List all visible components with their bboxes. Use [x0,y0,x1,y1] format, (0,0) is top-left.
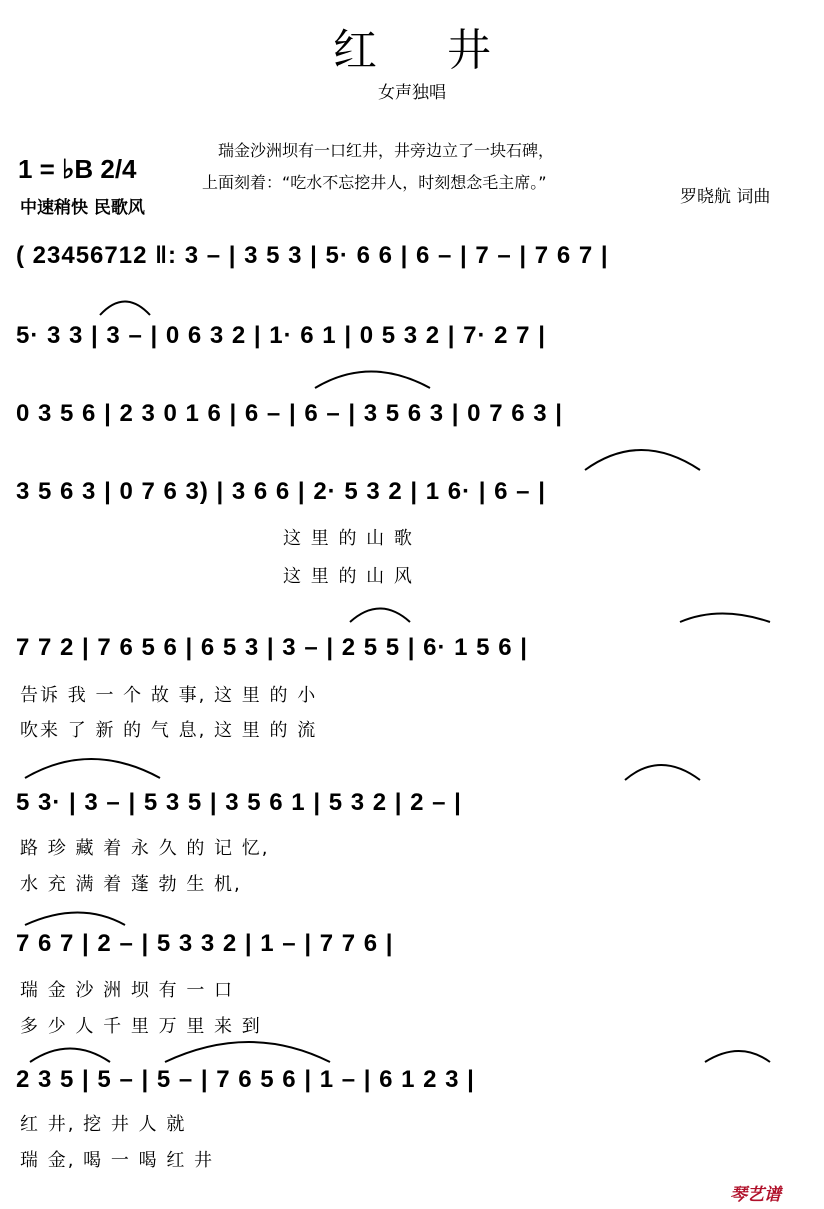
notation-row-1: ( 23456712 ‖: 3 – | 3 5 3 | 5· 6 6 | 6 – | 7 – | 7 6 7 | [16,242,609,269]
tempo-marking: 中速稍快 民歌风 [20,198,145,218]
notation-row-8: 2 3 5 | 5 – | 5 – | 7 6 5 6 | 1 – | 6 1 2 3 | [16,1066,475,1093]
lyric-row-7-verse-1: 瑞 金 沙 洲 坝 有 一 口 [20,980,235,1001]
notation-row-3: 0 3 5 6 | 2 3 0 1 6 | 6 – | 6 – | 3 5 6 3 | 0 7 6 3 | [16,400,563,427]
lyric-row-4-verse-1: 这 里 的 山 歌 [283,528,414,549]
notation-row-4: 3 5 6 3 | 0 7 6 3) | 3 6 6 | 2· 5 3 2 | 1 6· | 6 – | [16,478,546,505]
lyric-row-5-verse-1: 告诉 我 一 个 故 事, 这 里 的 小 [20,685,318,706]
notation-row-6: 5 3· | 3 – | 5 3 5 | 3 5 6 1 | 5 3 2 | 2 – | [16,789,462,816]
song-subtitle: 女声独唱 [378,83,446,103]
lyric-row-8-verse-2: 瑞 金, 喝 一 喝 红 井 [20,1150,215,1171]
intro-note-line-2: 上面刻着：“吃水不忘挖井人，时刻想念毛主席。” [202,173,547,192]
song-title: 红井 [333,25,561,76]
notation-row-2: 5· 3 3 | 3 – | 0 6 3 2 | 1· 6 1 | 0 5 3 2 | 7· 2 7 | [16,322,546,349]
lyric-row-4-verse-2: 这 里 的 山 风 [283,566,414,587]
lyric-row-6-verse-2: 水 充 满 着 蓬 勃 生 机, [20,874,242,895]
lyric-row-5-verse-2: 吹来 了 新 的 气 息, 这 里 的 流 [20,720,318,741]
notation-row-7: 7 6 7 | 2 – | 5 3 3 2 | 1 – | 7 7 6 | [16,930,394,957]
lyric-row-7-verse-2: 多 少 人 千 里 万 里 来 到 [20,1016,262,1037]
lyric-row-8-verse-1: 红 井, 挖 井 人 就 [20,1114,187,1135]
composer-credit: 罗晓航 词曲 [680,187,771,207]
intro-note-line-1: 瑞金沙洲坝有一口红井，井旁边立了一块石碑， [218,141,555,160]
site-logo: 琴艺谱 [730,1185,781,1205]
notation-row-5: 7 7 2 | 7 6 5 6 | 6 5 3 | 3 – | 2 5 5 | 6· 1 5 6 | [16,634,528,661]
key-signature: 1 = ♭B 2/4 [18,154,137,184]
lyric-row-6-verse-1: 路 珍 藏 着 永 久 的 记 忆, [20,838,270,859]
